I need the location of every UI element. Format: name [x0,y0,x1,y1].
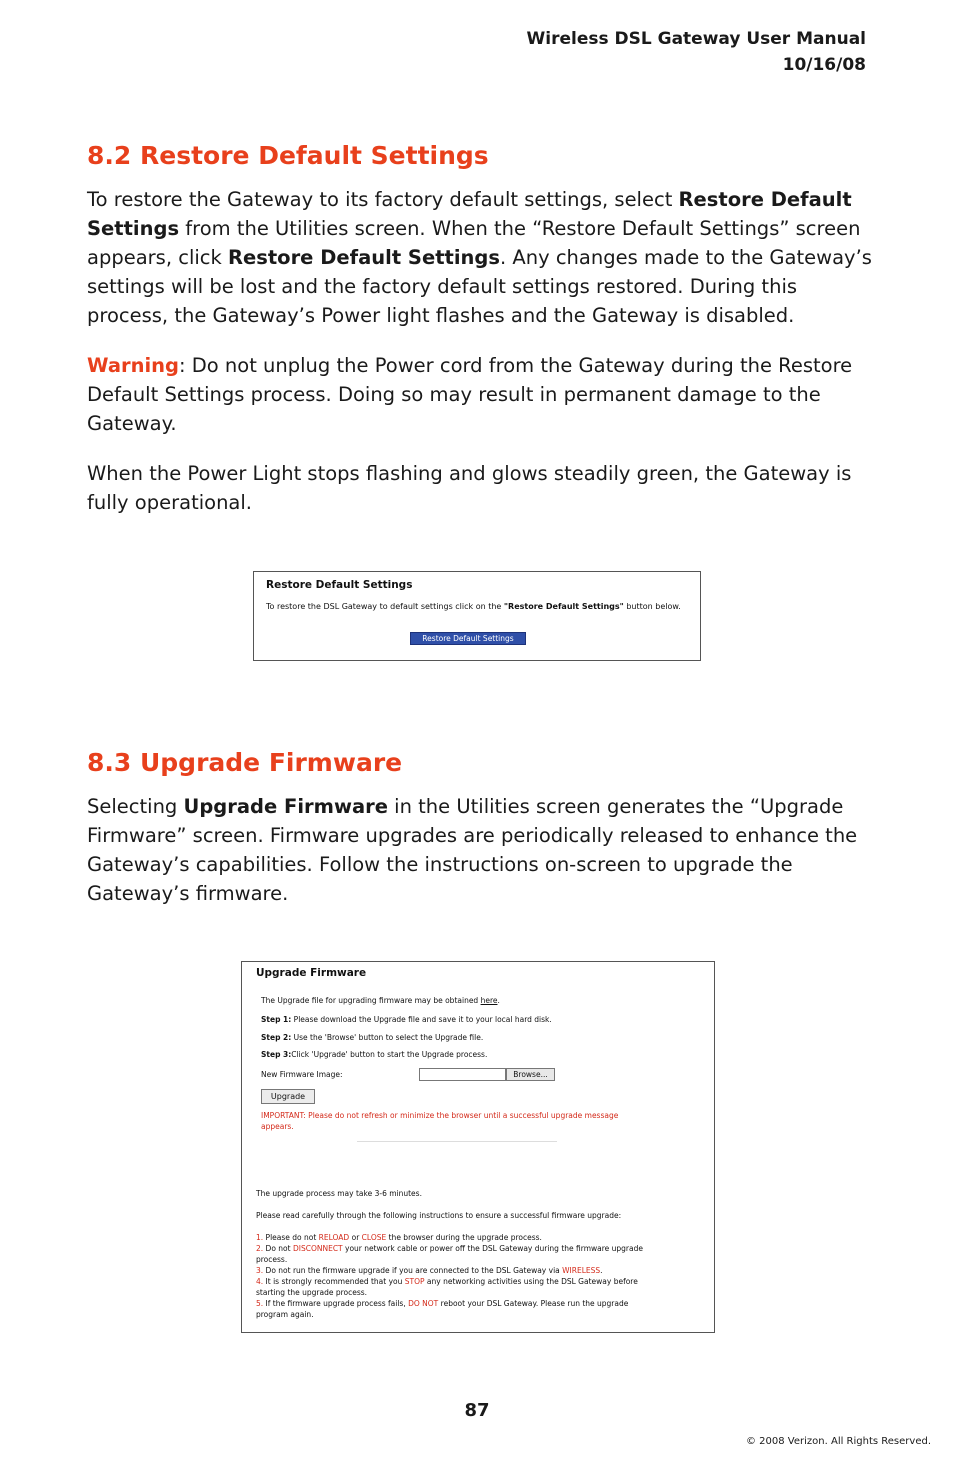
instruction-1 [256,1232,696,1243]
text-run: To restore the Gateway to its factory default settings, select [87,188,679,211]
step-text: Please download the Upgrade file and save it to your local hard disk. [291,1015,552,1024]
upgrade-intro [261,995,500,1006]
upgrade-screen-title: Upgrade Firmware [256,967,367,979]
here-link[interactable]: here [480,996,498,1005]
instruction-5 [256,1298,646,1320]
text-run: . Any changes made to the Gateway’s settings will be lost and the factory default settings restored. During this process, the Gateway’s Power light flashes and the Gateway is disabled. [87,246,872,327]
text-run: any networking activities using the DSL Gateway before starting the upgrade process. [256,1277,638,1297]
highlight: RELOAD [318,1233,350,1242]
manual-date: 10/16/08 [782,55,866,75]
text-run: reboot your DSL Gateway. Please run the upgrade program again. [256,1299,629,1319]
text-run: Do not run the firmware upgrade if you are connected to the DSL Gateway via [263,1266,563,1275]
number: 2. [256,1244,264,1253]
warning-label: Warning [87,354,179,377]
read-instructions: Please read carefully through the following instructions to ensure a successful firmware upgrade: [256,1211,622,1220]
highlight: DO NOT [408,1299,439,1308]
section-heading-restore: 8.2 Restore Default Settings [87,141,489,170]
warning-paragraph [87,351,877,438]
upgrade-paragraph [87,792,877,908]
highlight: CLOSE [361,1233,387,1242]
copyright: © 2008 Verizon. All Rights Reserved. [746,1436,931,1447]
text-run: or [349,1233,362,1242]
instruction-2 [256,1243,656,1265]
firmware-image-label: New Firmware Image: [261,1070,343,1079]
upgrade-button[interactable]: Upgrade [261,1089,315,1104]
text-run: your network cable or power off the DSL Gateway during the firmware upgrade process. [256,1244,643,1264]
number: 5. [256,1299,264,1308]
bold-run: "Restore Default Settings" [503,602,624,611]
text-run: from the Utilities screen. When the “Restore Default Settings” screen appears, click [87,217,861,269]
step-2 [261,1032,483,1043]
upgrade-screenshot [241,961,715,1333]
page-header [527,26,867,78]
text-run: . [497,996,500,1005]
operational-paragraph: When the Power Light stops flashing and glows steadily green, the Gateway is fully operational. [87,462,852,514]
divider [357,1141,557,1142]
text-run: in the Utilities screen generates the “Upgrade Firmware” screen. Firmware upgrades are periodically released to enhance the Gateway’s capabilities. Follow the instructions on-screen to upgrade the Gateway’s firmware. [87,795,858,905]
number: 3. [256,1266,264,1275]
step-text: Click 'Upgrade' button to start the Upgrade process. [291,1050,488,1059]
step-3 [261,1049,487,1060]
browse-button[interactable]: Browse... [506,1068,555,1081]
restore-screenshot [253,571,701,661]
text-run: button below. [623,602,681,611]
firmware-file-input[interactable] [419,1068,506,1081]
text-run: Please do not [263,1233,319,1242]
step-label: Step 1: [261,1015,292,1024]
step-label: Step 3: [261,1050,292,1059]
restore-paragraph [87,185,877,330]
manual-title: Wireless DSL Gateway User Manual [526,29,866,49]
warning-text: : Do not unplug the Power cord from the Gateway during the Restore Default Settings process. Doing so may result in permanent damage to the Gateway. [87,354,853,435]
highlight: WIRELESS [562,1266,601,1275]
restore-screen-desc [266,601,686,612]
highlight: STOP [404,1277,425,1286]
number: 1. [256,1233,264,1242]
bold-run: Restore Default Settings [87,188,852,240]
instruction-4 [256,1276,656,1298]
section-heading-upgrade: 8.3 Upgrade Firmware [87,748,403,777]
text-run: . [600,1266,603,1275]
instruction-3 [256,1265,696,1276]
text-run: The Upgrade file for upgrading firmware may be obtained [261,996,481,1005]
bold-run: Upgrade Firmware [183,795,388,818]
upgrade-duration: The upgrade process may take 3-6 minutes. [256,1189,422,1198]
text-run: Selecting [87,795,184,818]
text-run: It is strongly recommended that you [263,1277,405,1286]
highlight: DISCONNECT [292,1244,343,1253]
page-number: 87 [464,1400,490,1421]
text-run: To restore the DSL Gateway to default settings click on the [266,602,504,611]
text-run: the browser during the upgrade process. [386,1233,542,1242]
restore-default-settings-button[interactable]: Restore Default Settings [410,632,526,645]
step-1 [261,1014,552,1025]
bold-run: Restore Default Settings [228,246,500,269]
important-notice: IMPORTANT: Please do not refresh or minimize the browser until a successful upgrade message appears. [261,1111,619,1131]
step-label: Step 2: [261,1033,292,1042]
number: 4. [256,1277,264,1286]
step-text: Use the 'Browse' button to select the Upgrade file. [291,1033,484,1042]
text-run: If the firmware upgrade process fails, [263,1299,409,1308]
text-run: Do not [263,1244,293,1253]
restore-screen-title: Restore Default Settings [266,579,413,591]
